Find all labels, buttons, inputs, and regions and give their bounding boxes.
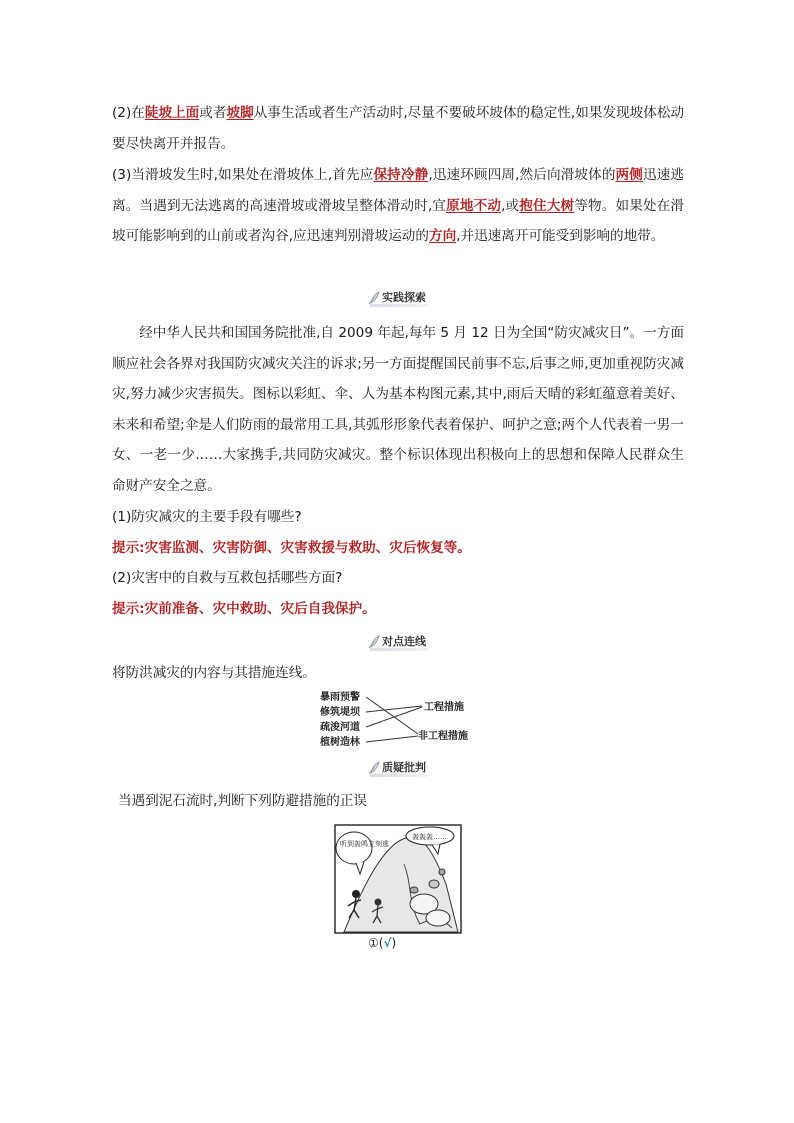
speech-bubble-right: 轰轰轰…… [412,833,447,841]
left-item-3: 植树造林 [320,737,360,748]
answer-2: 提示:灾前准备、灾中救助、灾后自我保护。 [112,601,376,617]
question-1: (1)防灾减灾的主要手段有哪些? [112,509,302,525]
text-run: ,并迅速离开可能受到影响的地带。 [456,228,665,244]
speech-bubble-left: 听到轰鸣立刻逃 [340,840,389,848]
right-item-1: 非工程措施 [418,731,468,742]
section-heading-practice: 实践探索 [0,288,794,308]
left-item-1: 修筑堤坝 [320,707,360,718]
key-term-stay-put: 原地不动 [446,197,502,214]
matching-instruction: 将防洪减灾的内容与其措施连线。 [112,665,316,681]
right-item-0: 工程措施 [424,702,464,713]
text-run: 等物。如果处在滑坡可能影响到的山前或者沟谷,应迅速判别滑坡运动的 [112,197,684,244]
matching-diagram [318,688,478,750]
left-item-2: 疏浚河道 [320,722,360,733]
text-run: 体松动要尽快离开并报告。 [112,105,685,152]
key-term-direction: 方向 [428,228,457,244]
text-run: 从事生活或者生产活动时,尽量不要破坏坡体的稳定性,如果发现坡 [253,105,644,121]
debris-flow-cartoon [334,824,462,934]
section-heading-question: 质疑批判 [0,758,794,778]
key-term-stay-calm: 保持冷静 [373,167,429,183]
key-term-both-sides: 两侧 [615,167,643,183]
left-item-0: 暴雨预警 [320,692,360,703]
paragraph-disaster-day: 经中华人民共和国国务院批准,自 2009 年起,每年 5 月 12 日为全国“防灾减灾日”。一方面顺应社会各界对我国防灾减灾关注的诉求;另一方面提醒国民前事不忘,后事之师,更加重视防灾减灾,努力减少灾害损失。图标以彩虹、伞、人为基本构图元素,其中,雨后天晴的彩虹蕴意着美好、未来和希望;伞是人们防雨的最常用工具,其弧形形象代表着保护、呵护之意;两个人代表着一男一女、一老一少……大家携手,共同防灾减灾。整个标识体现出积极向上的思想和保障人民群众生命财产安全之意。 [112,325,684,494]
check-mark-icon: √ [383,936,392,950]
connector-line [366,697,418,734]
question-2: (2)灾害中的自救与互救包括哪些方面? [112,570,343,586]
question-instruction: 当遇到泥石流时,判断下列防避措施的正误 [118,793,368,809]
feather-icon [368,635,380,649]
section-heading-matching: 对点连线 [0,632,794,652]
connector-line [366,706,422,712]
cartoon-caption: ①(√) [368,936,397,950]
text-run: 迅速逃离。当遇到无法逃离的高速滑坡或滑坡呈整体滑动时,宜 [112,167,684,214]
feather-icon [368,291,380,305]
paragraph-landslide-escape [112,160,684,252]
answer-1: 提示:灾害监测、灾害防御、灾害救援与救助、灾后恢复等。 [112,540,471,556]
text-run: 或者 [199,105,227,121]
connector-line [366,707,422,727]
feather-icon [368,761,380,775]
connector-lines [366,697,422,742]
connector-line [366,736,418,742]
paragraph-slope-activity [112,98,684,159]
text-run: (2)在 [112,105,145,121]
text-run: ,或 [501,197,520,214]
text-run: ,迅速环顾四周,然后向滑坡体的 [428,167,616,183]
key-term-hold-tree: 抱住大树 [519,197,575,214]
key-term-slope-foot: 坡脚 [226,105,254,121]
key-term-steep-slope: 陡坡上面 [144,105,200,121]
text-run: (3)当滑坡发生时,如果处在滑坡体上,首先应 [112,167,374,183]
